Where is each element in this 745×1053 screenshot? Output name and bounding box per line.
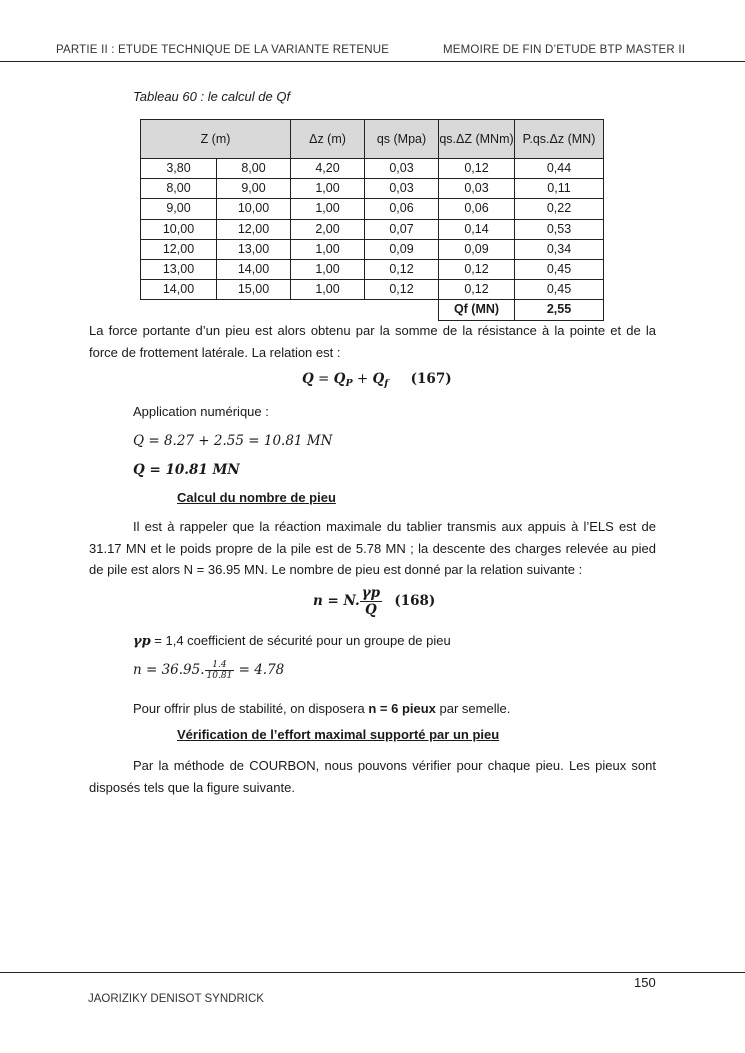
cell: 1,00 xyxy=(291,259,365,279)
n-calc-num: 1.4 xyxy=(205,660,235,671)
eq-qf-sub: f xyxy=(384,378,389,389)
cell: 14,00 xyxy=(141,280,217,300)
cell: 0,07 xyxy=(365,219,439,239)
table-total-row xyxy=(141,300,604,320)
n-calc-rhs: = 4.78 xyxy=(234,662,285,678)
cell: 12,00 xyxy=(141,239,217,259)
cell: 0,12 xyxy=(439,259,515,279)
qf-table xyxy=(140,119,604,321)
app-line-1: Q = 8.27 + 2.55 = 10.81 MN xyxy=(133,433,333,449)
total-label: Qf (MN) xyxy=(439,300,515,320)
cell: 0,11 xyxy=(515,179,604,199)
eq168-fraction xyxy=(360,585,382,618)
eq-qf: Q xyxy=(372,371,385,387)
cell: 10,00 xyxy=(141,219,217,239)
table-row xyxy=(141,280,604,300)
cell: 0,22 xyxy=(515,199,604,219)
header-right: MEMOIRE DE FIN D’ETUDE BTP MASTER II xyxy=(443,44,686,56)
gamma-symbol: γp xyxy=(133,634,151,649)
blank-cell xyxy=(141,300,439,320)
eq-number-167: (167) xyxy=(410,371,452,387)
table-row xyxy=(141,159,604,179)
cell: 2,00 xyxy=(291,219,365,239)
cell: 0,09 xyxy=(439,239,515,259)
cell: 14,00 xyxy=(217,259,291,279)
cell: 0,14 xyxy=(439,219,515,239)
footer-author: JAORIZIKY DENISOT SYNDRICK xyxy=(88,993,264,1005)
cell: 9,00 xyxy=(217,179,291,199)
header-z: Z (m) xyxy=(141,120,291,159)
paragraph-reaction-text: Il est à rappeler que la réaction maximale du tablier transmis aux appuis à l’ELS est de 31.17 MN et le poids propre de la pile est de 5.78 MN ; la descente des charges relevée au pied de pile est alors N = 36.95 MN. Le nombre de pieu est donné par la relation suivante : xyxy=(89,519,656,577)
table-row xyxy=(141,259,604,279)
app-line-2: Q = 10.81 MN xyxy=(133,462,240,478)
table-row xyxy=(141,199,604,219)
cell: 0,03 xyxy=(365,179,439,199)
eq168-den: Q xyxy=(365,602,377,618)
cell: 0,12 xyxy=(439,280,515,300)
stability-text-c: par semelle. xyxy=(435,701,511,716)
cell: 0,45 xyxy=(515,259,604,279)
table-row xyxy=(141,239,604,259)
n-calc-den: 10.81 xyxy=(206,671,233,681)
equation-167 xyxy=(302,371,452,389)
cell: 0,12 xyxy=(365,280,439,300)
application-label: Application numérique : xyxy=(133,404,269,419)
paragraph-courbon-text: Par la méthode de COURBON, nous pouvons vérifier pour chaque pieu. Les pieux sont disposés tels que la figure suivante. xyxy=(89,758,656,795)
heading-verification: Vérification de l’effort maximal supporté par un pieu xyxy=(177,727,500,742)
eq168-num: γp xyxy=(361,585,381,601)
eq168-lhs: n = N. xyxy=(313,593,360,609)
header-divider xyxy=(0,61,745,62)
paragraph-courbon xyxy=(89,755,656,798)
eq-number-168: (168) xyxy=(394,593,436,609)
equation-168 xyxy=(313,585,435,618)
cell: 10,00 xyxy=(217,199,291,219)
cell: 0,09 xyxy=(365,239,439,259)
cell: 0,06 xyxy=(439,199,515,219)
cell: 8,00 xyxy=(217,159,291,179)
cell: 4,20 xyxy=(291,159,365,179)
cell: 12,00 xyxy=(217,219,291,239)
cell: 0,06 xyxy=(365,199,439,219)
cell: 9,00 xyxy=(141,199,217,219)
paragraph-force-portante: La force portante d’un pieu est alors obtenu par la somme de la résistance à la pointe et de la force de frottement latérale. La relation est : xyxy=(89,323,656,360)
header-qs: qs (Mpa) xyxy=(365,120,439,159)
cell: 0,45 xyxy=(515,280,604,300)
n-calculation xyxy=(133,660,284,681)
total-value: 2,55 xyxy=(515,300,604,320)
eq-qp-sub: P xyxy=(345,378,353,389)
n-calc-lhs: n = 36.95. xyxy=(133,662,205,678)
stability-count: n = 6 pieux xyxy=(368,701,436,716)
cell: 15,00 xyxy=(217,280,291,300)
stability-text-a: Pour offrir plus de stabilité, on disposera xyxy=(133,701,369,716)
cell: 13,00 xyxy=(217,239,291,259)
table-row xyxy=(141,179,604,199)
cell: 1,00 xyxy=(291,280,365,300)
header-qsdz: qs.ΔZ (MNm) xyxy=(439,120,515,159)
cell: 1,00 xyxy=(291,239,365,259)
header-pqsdz: P.qs.Δz (MN) xyxy=(515,120,604,159)
eq-equals: = xyxy=(313,371,334,387)
cell: 1,00 xyxy=(291,179,365,199)
table-header-row xyxy=(141,120,604,159)
page-number: 150 xyxy=(634,975,656,990)
gamma-line xyxy=(133,630,451,653)
cell: 0,34 xyxy=(515,239,604,259)
eq-plus: + xyxy=(352,371,373,387)
table-row xyxy=(141,219,604,239)
header-left: PARTIE II : ETUDE TECHNIQUE DE LA VARIANTE RETENUE xyxy=(56,44,390,56)
paragraph-reaction xyxy=(89,516,656,581)
cell: 0,03 xyxy=(439,179,515,199)
gamma-text: = 1,4 coefficient de sécurité pour un groupe de pieu xyxy=(150,633,451,648)
footer-divider xyxy=(0,972,745,973)
cell: 0,53 xyxy=(515,219,604,239)
cell: 0,12 xyxy=(365,259,439,279)
cell: 8,00 xyxy=(141,179,217,199)
cell: 0,44 xyxy=(515,159,604,179)
header-dz: Δz (m) xyxy=(291,120,365,159)
cell: 3,80 xyxy=(141,159,217,179)
n-calc-fraction xyxy=(205,660,235,681)
cell: 0,12 xyxy=(439,159,515,179)
cell: 1,00 xyxy=(291,199,365,219)
table-caption: Tableau 60 : le calcul de Qf xyxy=(133,89,291,104)
cell: 13,00 xyxy=(141,259,217,279)
eq-q: Q xyxy=(302,371,314,387)
cell: 0,03 xyxy=(365,159,439,179)
heading-nombre-pieu: Calcul du nombre de pieu xyxy=(177,490,336,505)
eq-qp: Q xyxy=(333,371,346,387)
stability-line xyxy=(133,698,510,720)
